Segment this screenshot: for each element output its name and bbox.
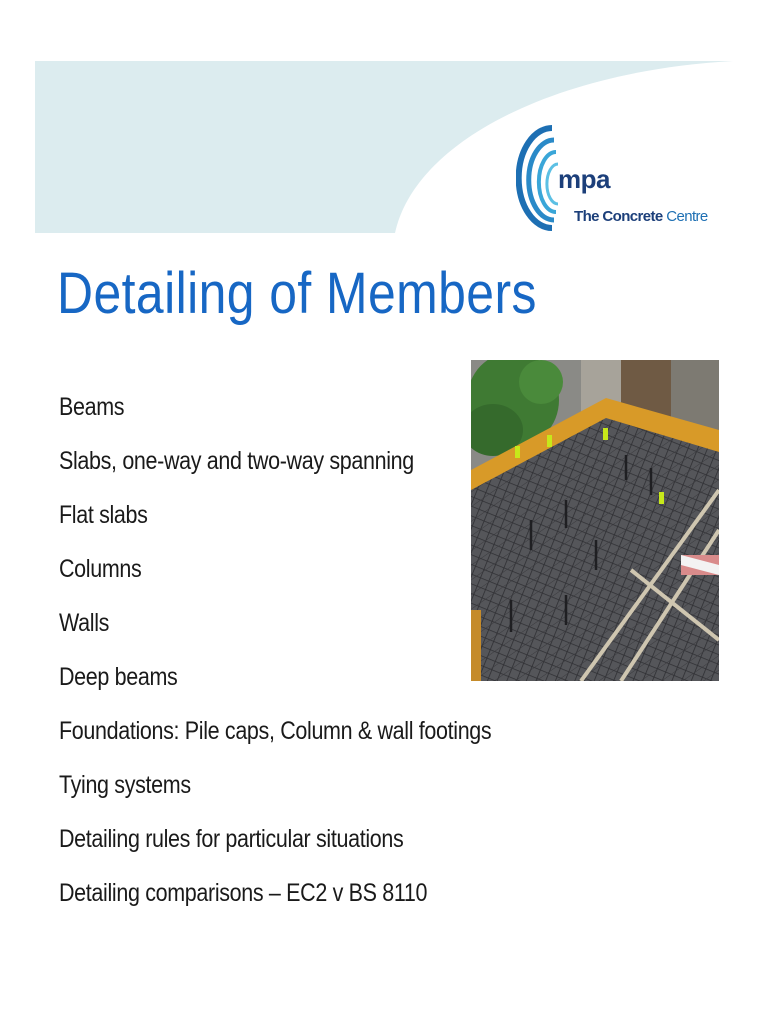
- topic-item: Flat slabs: [59, 501, 148, 529]
- topic-item: Foundations: Pile caps, Column & wall footings: [59, 717, 492, 745]
- mpa-logo: [516, 122, 708, 234]
- logo-wordmark: mpa: [558, 164, 610, 194]
- topic-item: Tying systems: [59, 771, 191, 799]
- topic-item: Columns: [59, 555, 142, 583]
- logo-tagline-strong: The Concrete: [574, 208, 663, 225]
- topic-item: Beams: [59, 393, 125, 421]
- rebar-slab-photo: [471, 360, 719, 681]
- page-title: Detailing of Members: [57, 261, 537, 326]
- logo-tagline: [574, 209, 708, 224]
- topic-item: Slabs, one-way and two-way spanning: [59, 447, 414, 475]
- topic-item: Walls: [59, 609, 110, 637]
- topic-item: Detailing comparisons – EC2 v BS 8110: [59, 879, 428, 907]
- topic-item: Detailing rules for particular situations: [59, 825, 404, 853]
- topic-item: Deep beams: [59, 663, 178, 691]
- rebar-slab-photo-graphic: [471, 360, 719, 681]
- logo-tagline-rest: Centre: [662, 208, 708, 225]
